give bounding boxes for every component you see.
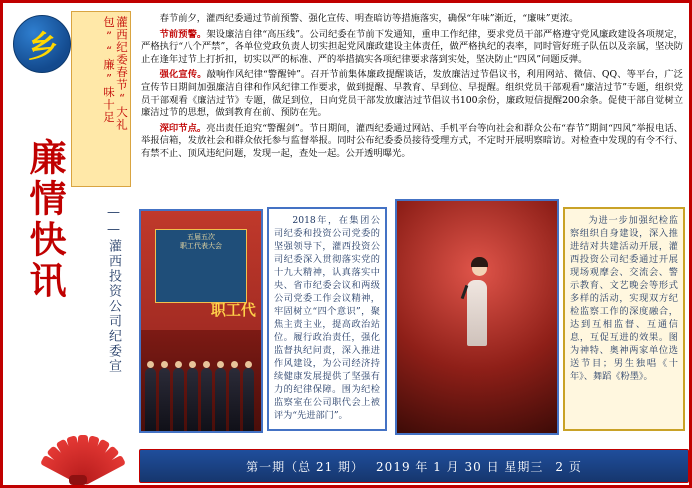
fan-hub: [69, 475, 87, 485]
spring-festival-banner: 灌西纪委春节“大礼包”“廉”味十足: [71, 11, 131, 187]
screen-line-1: 五届五次: [186, 232, 215, 241]
footer-issue: 第一期（总 21 期）: [246, 459, 365, 474]
page-title: 廉情快讯: [23, 138, 67, 302]
photo-congress: [139, 209, 263, 433]
masthead: [9, 9, 137, 477]
company-logo-icon: [13, 15, 71, 73]
middle-section: [139, 199, 687, 445]
singer-body: [467, 280, 487, 346]
delegates-row: [141, 330, 261, 431]
article-text: 敲响作风纪律“警醒钟”。召开节前集体廉政提醒谈话，发放廉洁过节倡议书，利用网站、微信、QQ、等平台，广泛宣传节日期间加强廉洁自律和作风纪律工作要求，做到提醒、早教育、早到位、早提醒。组织党员干部观看“廉洁过节”专题，组织党员干部观看《廉洁过节》专题，做足到位，日向党员干部发放廉洁过节倡议书100余份，廉政短信提醒200余条。促使干部自觉树立廉洁过节的思想，做到教育在前、预防在先。: [141, 69, 683, 119]
screen-line-2: 职工代表大会: [179, 241, 222, 250]
article-paragraph: [141, 123, 683, 161]
article-text: 架设廉洁自律“高压线”。公司纪委在节前下发通知，重申工作纪律，要求党员干部严格遵守党风廉政建设各项规定，严格执行“八个严禁”，各单位党政负责人切实担起党风廉政建设主体责任，做严格执纪的表率，同时管好班子队伍以及亲属，坚决防止在逢年过节上打折扣，切实以严的标准、严的举措搞实各项纪律要求落到实处，坚决防止“四风”问题反弹。: [141, 28, 683, 65]
footer-ribbon: [139, 449, 689, 483]
logo-glyph: 乡: [28, 30, 56, 65]
article-intro: 春节前夕，灌西纪委通过节前预警、强化宣传、明查暗访等措施落实，确保“年味”渐近，“廉味”更浓。: [159, 13, 579, 24]
photo-performance: [395, 199, 559, 435]
article-paragraph: [141, 29, 683, 67]
decorative-fan: [15, 427, 141, 485]
stage-screen-text: [155, 229, 246, 304]
page-subtitle: ——灌西投资公司纪委宣: [106, 205, 121, 374]
footer-pages: 2 页: [555, 459, 582, 474]
singer-hair: [471, 257, 488, 267]
article-lead: 强化宣传。: [159, 69, 207, 81]
text-block-nianjian: 2018年，在集团公司纪委和投资公司党委的坚强领导下，灌西投资公司纪委深入贯彻落实党的十九大精神，认真落实中央、省市纪委会议和两级公司党委工作会议精神，牢固树立“四个意识”，聚焦主责主业，提高政治站位。履行政治责任，强化监督执纪问责，深入推进作风建设，为公司经济持续健康发展提供了坚强有力的纪律保障。围为纪检监察室在公司职代会上被评为“先进部门”。: [267, 207, 387, 431]
article-lead: 深印节点。: [159, 122, 207, 134]
text-block-jiancha: 为进一步加强纪检监察组织自身建设，深入推进结对共建活动开展，灌西投资公司纪委通过开展现场观摩会、交流会、警示教育、文艺晚会等形式多样的活动，实现双方纪检监察工作的深度融合，达到互相监督、互通信息，互促互进的效果。图为神特、奥神两家单位选送节目；男生独唱《十年》、舞蹈《粉墨》。: [563, 207, 685, 431]
footer-date: 2019 年 1 月 30 日 星期三: [376, 459, 544, 474]
article-paragraph: [141, 69, 683, 119]
main-article: [139, 11, 687, 197]
article-lead: 节前预警。: [159, 28, 207, 40]
stage-big-character: 职工代: [210, 301, 256, 319]
article-text: 亮出责任追究“警醒剑”。节日期间，灌西纪委通过网站、手机平台等向社会和群众公布“春节”期间“四风”举报电话、举报信箱，发放社会和群众依托参与监督举报。同时公布纪委委员接待受理方式，不定时开展明察暗访。对检查中发现的有令不行、有禁不止、顶风违纪问题，发现一起，查处一起。公开透明曝光。: [141, 122, 683, 159]
